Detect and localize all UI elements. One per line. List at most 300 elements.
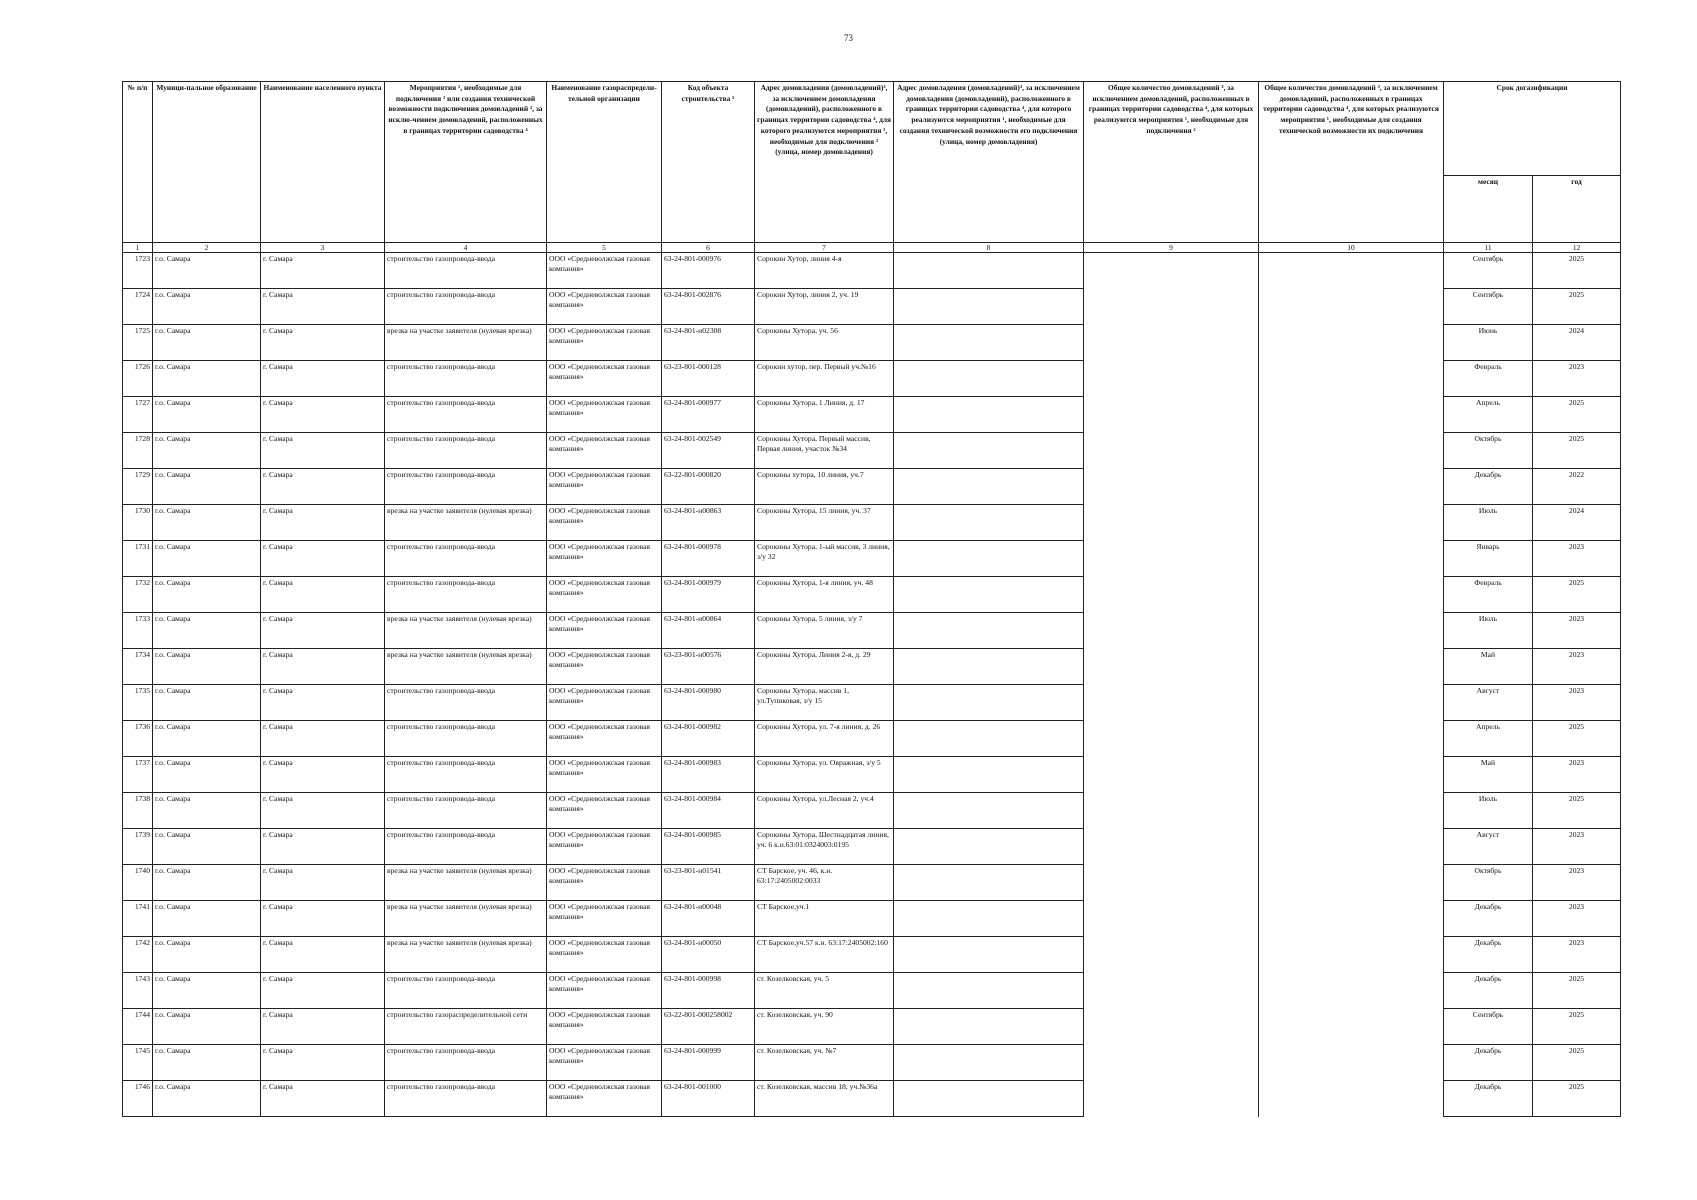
row-address-tech (894, 289, 1084, 325)
row-settlement: г. Самара (261, 829, 385, 865)
row-month: Февраль (1444, 361, 1533, 397)
table-row (123, 685, 1621, 721)
row-count-connection (1084, 397, 1259, 433)
row-address: СТ Барское, уч. 46, к.н. 63:17:2405002:0033 (755, 865, 894, 901)
row-year: 2025 (1533, 433, 1621, 469)
row-number: 1729 (123, 469, 153, 505)
row-count-tech (1259, 541, 1444, 577)
row-gas-org: ООО «Средневолжская газовая компания» (547, 865, 662, 901)
row-month: Декабрь (1444, 1045, 1533, 1081)
row-municipality: г.о. Самара (153, 361, 261, 397)
row-address: Сорокины Хутора, 1-я линия, уч. 48 (755, 577, 894, 613)
row-event: строительство газопровода-ввода (385, 433, 547, 469)
row-count-connection (1084, 289, 1259, 325)
row-object-code: 63-24-801-н00050 (662, 937, 755, 973)
column-number: 5 (547, 243, 662, 253)
row-year: 2023 (1533, 361, 1621, 397)
row-address-tech (894, 469, 1084, 505)
row-address-tech (894, 649, 1084, 685)
row-event: строительство газопровода-ввода (385, 397, 547, 433)
row-address-tech (894, 865, 1084, 901)
row-settlement: г. Самара (261, 289, 385, 325)
row-count-connection (1084, 577, 1259, 613)
row-count-tech (1259, 721, 1444, 757)
row-object-code: 63-24-801-000999 (662, 1045, 755, 1081)
row-count-connection (1084, 793, 1259, 829)
row-event: строительство газопровода-ввода (385, 577, 547, 613)
row-address-tech (894, 793, 1084, 829)
row-number: 1738 (123, 793, 153, 829)
table-row (123, 361, 1621, 397)
row-event: врезка на участке заявителя (нулевая врезка) (385, 505, 547, 541)
table-row (123, 757, 1621, 793)
row-address: Сорокины Хутора, 5 линия, з/у 7 (755, 613, 894, 649)
row-count-connection (1084, 901, 1259, 937)
row-number: 1741 (123, 901, 153, 937)
row-municipality: г.о. Самара (153, 541, 261, 577)
header-object-code: Код объекта строительства ⁵ (662, 82, 755, 243)
header-gas-org: Наименование газораспредели-тельной организации (547, 82, 662, 243)
row-number: 1745 (123, 1045, 153, 1081)
row-object-code: 63-24-801-000982 (662, 721, 755, 757)
table-row (123, 973, 1621, 1009)
row-gas-org: ООО «Средневолжская газовая компания» (547, 361, 662, 397)
row-address-tech (894, 325, 1084, 361)
row-event: строительство газопровода-ввода (385, 541, 547, 577)
row-address-tech (894, 1081, 1084, 1117)
row-settlement: г. Самара (261, 757, 385, 793)
row-municipality: г.о. Самара (153, 397, 261, 433)
row-count-connection (1084, 1081, 1259, 1117)
row-count-tech (1259, 397, 1444, 433)
table-body (123, 253, 1621, 1117)
row-number: 1730 (123, 505, 153, 541)
row-object-code: 63-24-801-002876 (662, 289, 755, 325)
row-address-tech (894, 685, 1084, 721)
table-row (123, 253, 1621, 289)
row-year: 2023 (1533, 685, 1621, 721)
table-row (123, 1045, 1621, 1081)
row-municipality: г.о. Самара (153, 1045, 261, 1081)
row-settlement: г. Самара (261, 1045, 385, 1081)
row-address-tech (894, 1009, 1084, 1045)
row-settlement: г. Самара (261, 685, 385, 721)
row-settlement: г. Самара (261, 361, 385, 397)
row-object-code: 63-24-801-н02308 (662, 325, 755, 361)
row-settlement: г. Самара (261, 793, 385, 829)
row-address: ст. Козелковская, уч. 5 (755, 973, 894, 1009)
table-row (123, 937, 1621, 973)
row-event: врезка на участке заявителя (нулевая врезка) (385, 613, 547, 649)
row-settlement: г. Самара (261, 577, 385, 613)
row-address-tech (894, 1045, 1084, 1081)
row-count-tech (1259, 253, 1444, 289)
row-number: 1740 (123, 865, 153, 901)
row-object-code: 63-23-801-н01541 (662, 865, 755, 901)
row-municipality: г.о. Самара (153, 253, 261, 289)
row-object-code: 63-24-801-000978 (662, 541, 755, 577)
row-address-tech (894, 397, 1084, 433)
row-address-tech (894, 973, 1084, 1009)
row-event: строительство газопровода-ввода (385, 253, 547, 289)
row-event: строительство газопровода-ввода (385, 1045, 547, 1081)
row-count-connection (1084, 505, 1259, 541)
header-address-connection: Адрес домовладения (домовладений)³, за исключением домовладения (домовладений), расположенного в границах территории садоводства ⁴, для которого реализуются мероприятия ¹, необходимые для подключения ² (улица, номер домовладения) (755, 82, 894, 243)
row-settlement: г. Самара (261, 937, 385, 973)
row-address: Сорокины Хутора, 1-ый массив, 3 линия, з/у 32 (755, 541, 894, 577)
row-object-code: 63-24-801-001000 (662, 1081, 755, 1117)
row-count-tech (1259, 289, 1444, 325)
row-settlement: г. Самара (261, 1081, 385, 1117)
row-municipality: г.о. Самара (153, 721, 261, 757)
row-gas-org: ООО «Средневолжская газовая компания» (547, 505, 662, 541)
row-gas-org: ООО «Средневолжская газовая компания» (547, 793, 662, 829)
row-municipality: г.о. Самара (153, 757, 261, 793)
row-gas-org: ООО «Средневолжская газовая компания» (547, 721, 662, 757)
header-year: год (1533, 176, 1621, 243)
row-address: Сорокин хутор, пер. Первый уч.№16 (755, 361, 894, 397)
row-count-tech (1259, 433, 1444, 469)
row-gas-org: ООО «Средневолжская газовая компания» (547, 757, 662, 793)
row-year: 2024 (1533, 325, 1621, 361)
row-object-code: 63-24-801-000980 (662, 685, 755, 721)
row-count-connection (1084, 613, 1259, 649)
row-object-code: 63-22-801-000820 (662, 469, 755, 505)
row-gas-org: ООО «Средневолжская газовая компания» (547, 577, 662, 613)
row-month: Сентябрь (1444, 253, 1533, 289)
row-number: 1743 (123, 973, 153, 1009)
row-month: Август (1444, 829, 1533, 865)
header-events: Мероприятия ¹, необходимые для подключения ² или создания технической возможности подключения домовладений ³, за исклю-чением домовладений, расположенных в границах территории садоводства ⁴ (385, 82, 547, 243)
row-event: врезка на участке заявителя (нулевая врезка) (385, 901, 547, 937)
row-settlement: г. Самара (261, 469, 385, 505)
row-event: строительство газопровода-ввода (385, 685, 547, 721)
row-number: 1735 (123, 685, 153, 721)
row-month: Июль (1444, 505, 1533, 541)
row-number: 1727 (123, 397, 153, 433)
row-event: строительство газопровода-ввода (385, 829, 547, 865)
row-address-tech (894, 829, 1084, 865)
row-count-tech (1259, 361, 1444, 397)
row-address-tech (894, 253, 1084, 289)
row-gas-org: ООО «Средневолжская газовая компания» (547, 901, 662, 937)
row-settlement: г. Самара (261, 253, 385, 289)
table-row (123, 397, 1621, 433)
row-count-tech (1259, 793, 1444, 829)
table-row (123, 613, 1621, 649)
row-count-tech (1259, 973, 1444, 1009)
row-count-tech (1259, 865, 1444, 901)
row-count-connection (1084, 865, 1259, 901)
row-month: Июнь (1444, 325, 1533, 361)
row-settlement: г. Самара (261, 721, 385, 757)
row-number: 1737 (123, 757, 153, 793)
row-number: 1731 (123, 541, 153, 577)
row-address: ст. Козелковская, уч. 90 (755, 1009, 894, 1045)
row-gas-org: ООО «Средневолжская газовая компания» (547, 397, 662, 433)
table-row (123, 325, 1621, 361)
row-count-connection (1084, 649, 1259, 685)
row-municipality: г.о. Самара (153, 613, 261, 649)
row-count-tech (1259, 1009, 1444, 1045)
row-event: врезка на участке заявителя (нулевая врезка) (385, 325, 547, 361)
row-address-tech (894, 361, 1084, 397)
row-address: Сорокины Хутора, ул. 7-я линия, д. 26 (755, 721, 894, 757)
row-address-tech (894, 901, 1084, 937)
row-address: ст. Козелковская, уч. №7 (755, 1045, 894, 1081)
row-gas-org: ООО «Средневолжская газовая компания» (547, 541, 662, 577)
page-number: 73 (844, 33, 853, 43)
row-month: Февраль (1444, 577, 1533, 613)
row-event: строительство газопровода-ввода (385, 721, 547, 757)
header-count-connection: Общее количество домовладений ³, за исключением домовладений, расположенных в границах территории садоводства ⁴, для которых реализуются мероприятия ¹, необходимые для подключения ² (1084, 82, 1259, 243)
row-address-tech (894, 577, 1084, 613)
row-address: Сорокины Хутора, 1 Линия, д. 17 (755, 397, 894, 433)
row-month: Сентябрь (1444, 289, 1533, 325)
row-address: ст. Козелковская, массив 18, уч.№36а (755, 1081, 894, 1117)
row-year: 2023 (1533, 865, 1621, 901)
row-month: Май (1444, 757, 1533, 793)
row-gas-org: ООО «Средневолжская газовая компания» (547, 253, 662, 289)
column-number: 3 (261, 243, 385, 253)
row-month: Декабрь (1444, 469, 1533, 505)
row-count-connection (1084, 541, 1259, 577)
row-month: Декабрь (1444, 901, 1533, 937)
row-municipality: г.о. Самара (153, 433, 261, 469)
row-count-connection (1084, 1009, 1259, 1045)
row-address: Сорокины Хутора, Линия 2-я, д. 29 (755, 649, 894, 685)
column-number: 10 (1259, 243, 1444, 253)
row-number: 1744 (123, 1009, 153, 1045)
row-count-tech (1259, 469, 1444, 505)
row-number: 1732 (123, 577, 153, 613)
row-settlement: г. Самара (261, 505, 385, 541)
row-month: Август (1444, 685, 1533, 721)
row-year: 2025 (1533, 1081, 1621, 1117)
row-year: 2024 (1533, 505, 1621, 541)
row-object-code: 63-22-801-000258002 (662, 1009, 755, 1045)
row-count-connection (1084, 361, 1259, 397)
row-count-tech (1259, 829, 1444, 865)
row-month: Май (1444, 649, 1533, 685)
row-object-code: 63-24-801-н00048 (662, 901, 755, 937)
row-count-connection (1084, 1045, 1259, 1081)
row-gas-org: ООО «Средневолжская газовая компания» (547, 1009, 662, 1045)
row-number: 1742 (123, 937, 153, 973)
row-settlement: г. Самара (261, 973, 385, 1009)
column-number: 6 (662, 243, 755, 253)
row-address: Сорокин Хутор, линия 4-я (755, 253, 894, 289)
gasification-table (122, 81, 1621, 1117)
row-address-tech (894, 937, 1084, 973)
table-row (123, 541, 1621, 577)
row-municipality: г.о. Самара (153, 865, 261, 901)
table-row (123, 433, 1621, 469)
table-row (123, 1081, 1621, 1117)
row-settlement: г. Самара (261, 541, 385, 577)
row-month: Декабрь (1444, 973, 1533, 1009)
row-object-code: 63-24-801-н00864 (662, 613, 755, 649)
header-gasification-term: Срок догазификации (1444, 82, 1621, 176)
row-month: Декабрь (1444, 937, 1533, 973)
row-month: Октябрь (1444, 433, 1533, 469)
column-number: 2 (153, 243, 261, 253)
row-year: 2025 (1533, 721, 1621, 757)
row-year: 2025 (1533, 253, 1621, 289)
table-row (123, 721, 1621, 757)
row-year: 2023 (1533, 829, 1621, 865)
row-municipality: г.о. Самара (153, 793, 261, 829)
table-row (123, 1009, 1621, 1045)
row-object-code: 63-24-801-000984 (662, 793, 755, 829)
row-event: строительство газопровода-ввода (385, 361, 547, 397)
row-event: строительство газопровода-ввода (385, 757, 547, 793)
row-address-tech (894, 505, 1084, 541)
column-number: 1 (123, 243, 153, 253)
row-municipality: г.о. Самара (153, 901, 261, 937)
header-address-tech: Адрес домовладения (домовладений)³, за исключением домовладения (домовладений), расположенного в границах территории садоводства ⁴, для которого реализуются мероприятия ¹, необходимые для создания технической возможности его подключения (улица, номер домовладения) (894, 82, 1084, 243)
row-year: 2023 (1533, 757, 1621, 793)
row-number: 1723 (123, 253, 153, 289)
row-number: 1739 (123, 829, 153, 865)
row-settlement: г. Самара (261, 613, 385, 649)
table-row (123, 469, 1621, 505)
row-settlement: г. Самара (261, 649, 385, 685)
row-object-code: 63-24-801-000977 (662, 397, 755, 433)
row-gas-org: ООО «Средневолжская газовая компания» (547, 1081, 662, 1117)
row-month: Декабрь (1444, 1081, 1533, 1117)
row-settlement: г. Самара (261, 901, 385, 937)
row-object-code: 63-24-801-002549 (662, 433, 755, 469)
row-address-tech (894, 721, 1084, 757)
row-count-connection (1084, 829, 1259, 865)
row-year: 2023 (1533, 613, 1621, 649)
row-municipality: г.о. Самара (153, 649, 261, 685)
row-object-code: 63-23-801-000128 (662, 361, 755, 397)
row-address: Сорокины Хутора, ул.Лесная 2, уч.4 (755, 793, 894, 829)
row-year: 2025 (1533, 793, 1621, 829)
column-number: 8 (894, 243, 1084, 253)
row-count-connection (1084, 253, 1259, 289)
row-settlement: г. Самара (261, 1009, 385, 1045)
row-event: врезка на участке заявителя (нулевая врезка) (385, 865, 547, 901)
row-address: Сорокины Хутора, уч. 56 (755, 325, 894, 361)
row-count-tech (1259, 1081, 1444, 1117)
row-count-connection (1084, 469, 1259, 505)
row-count-tech (1259, 937, 1444, 973)
row-count-connection (1084, 685, 1259, 721)
row-year: 2025 (1533, 397, 1621, 433)
table-row (123, 649, 1621, 685)
row-year: 2025 (1533, 973, 1621, 1009)
row-event: строительство газопровода-ввода (385, 469, 547, 505)
row-event: строительство газопровода-ввода (385, 973, 547, 1009)
row-address-tech (894, 757, 1084, 793)
column-number: 4 (385, 243, 547, 253)
row-gas-org: ООО «Средневолжская газовая компания» (547, 325, 662, 361)
row-object-code: 63-24-801-000998 (662, 973, 755, 1009)
row-year: 2022 (1533, 469, 1621, 505)
row-address-tech (894, 613, 1084, 649)
header-count-tech: Общее количество домовладений ³, за исключением домовладений, расположенных в границах территории садоводства ⁴, для которых реализуются мероприятия ¹, необходимые для создания технической возможности их подключения (1259, 82, 1444, 243)
row-month: Январь (1444, 541, 1533, 577)
row-number: 1734 (123, 649, 153, 685)
row-settlement: г. Самара (261, 865, 385, 901)
row-object-code: 63-24-801-000976 (662, 253, 755, 289)
row-municipality: г.о. Самара (153, 1081, 261, 1117)
column-number: 9 (1084, 243, 1259, 253)
row-municipality: г.о. Самара (153, 973, 261, 1009)
row-year: 2023 (1533, 937, 1621, 973)
row-address-tech (894, 433, 1084, 469)
row-address: Сорокины Хутора, 15 линия, уч. 37 (755, 505, 894, 541)
row-object-code: 63-23-801-н00576 (662, 649, 755, 685)
row-address: Сорокин Хутор, линия 2, уч. 19 (755, 289, 894, 325)
row-municipality: г.о. Самара (153, 289, 261, 325)
row-count-tech (1259, 577, 1444, 613)
row-month: Апрель (1444, 397, 1533, 433)
row-event: строительство газопровода-ввода (385, 1081, 547, 1117)
row-month: Апрель (1444, 721, 1533, 757)
row-month: Июль (1444, 613, 1533, 649)
row-settlement: г. Самара (261, 433, 385, 469)
row-gas-org: ООО «Средневолжская газовая компания» (547, 937, 662, 973)
row-count-connection (1084, 973, 1259, 1009)
row-municipality: г.о. Самара (153, 505, 261, 541)
header-municipality: Муници-пальное образование (153, 82, 261, 243)
row-address: Сорокины Хутора, Первый массив, Первая линия, участок №34 (755, 433, 894, 469)
row-address: Сорокины Хутора, массив 1, ул.Тупиковая, з/у 15 (755, 685, 894, 721)
row-year: 2023 (1533, 901, 1621, 937)
row-address-tech (894, 541, 1084, 577)
row-count-connection (1084, 721, 1259, 757)
header-month: месяц (1444, 176, 1533, 243)
row-gas-org: ООО «Средневолжская газовая компания» (547, 685, 662, 721)
row-number: 1736 (123, 721, 153, 757)
row-count-tech (1259, 685, 1444, 721)
row-count-connection (1084, 433, 1259, 469)
row-gas-org: ООО «Средневолжская газовая компания» (547, 649, 662, 685)
row-object-code: 63-24-801-н00863 (662, 505, 755, 541)
row-number: 1726 (123, 361, 153, 397)
row-count-tech (1259, 325, 1444, 361)
row-event: врезка на участке заявителя (нулевая врезка) (385, 649, 547, 685)
table-row (123, 829, 1621, 865)
row-event: врезка на участке заявителя (нулевая врезка) (385, 937, 547, 973)
row-municipality: г.о. Самара (153, 469, 261, 505)
row-year: 2025 (1533, 1009, 1621, 1045)
row-gas-org: ООО «Средневолжская газовая компания» (547, 829, 662, 865)
table-row (123, 901, 1621, 937)
row-count-tech (1259, 901, 1444, 937)
row-month: Июль (1444, 793, 1533, 829)
row-address: Сорокины Хутора, Шестнадцатая линия, уч. 6 к.н.63:01:0324003:0195 (755, 829, 894, 865)
column-number-row (123, 243, 1621, 253)
row-settlement: г. Самара (261, 397, 385, 433)
table-row (123, 289, 1621, 325)
row-municipality: г.о. Самара (153, 829, 261, 865)
row-object-code: 63-24-801-000979 (662, 577, 755, 613)
table-row (123, 793, 1621, 829)
header-number: № п/п (123, 82, 153, 243)
row-year: 2023 (1533, 649, 1621, 685)
row-object-code: 63-24-801-000983 (662, 757, 755, 793)
row-municipality: г.о. Самара (153, 577, 261, 613)
row-address: СТ Барское,уч.57 к.н. 63:17:2405002:160 (755, 937, 894, 973)
row-year: 2025 (1533, 289, 1621, 325)
row-object-code: 63-24-801-000985 (662, 829, 755, 865)
row-year: 2025 (1533, 577, 1621, 613)
